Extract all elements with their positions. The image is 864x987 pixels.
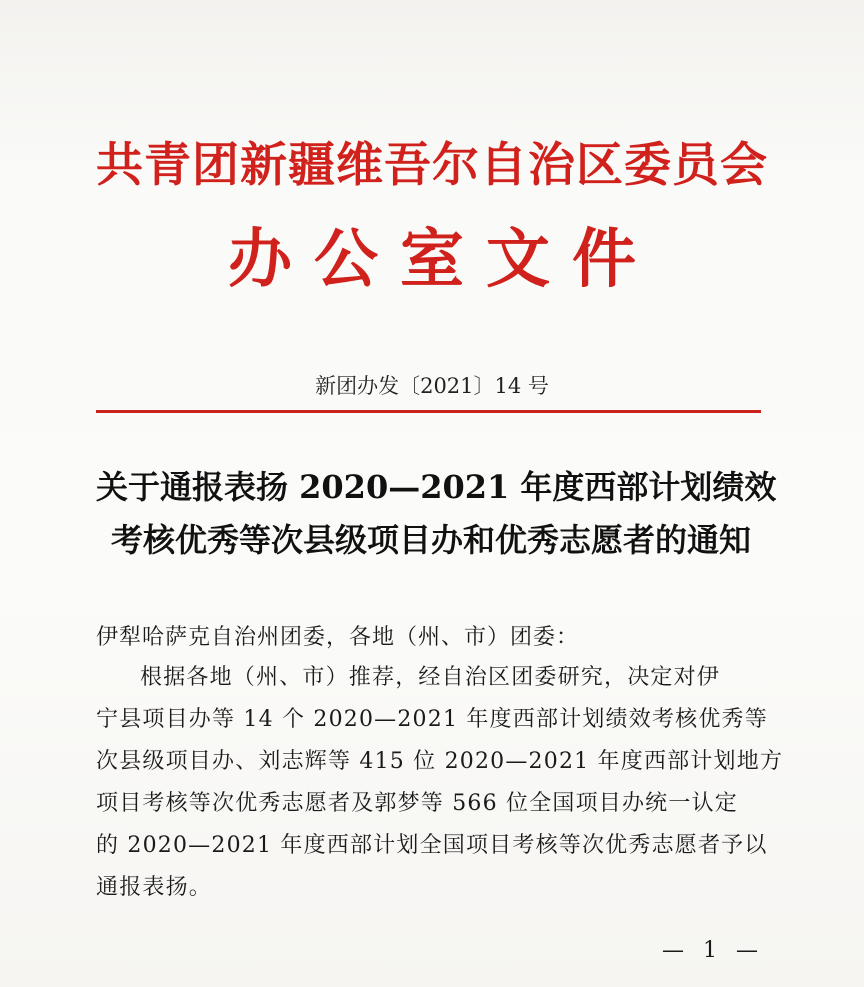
red-divider xyxy=(96,410,761,413)
body-line: 的 2020—2021 年度西部计划全国项目考核等次优秀志愿者予以 xyxy=(96,833,768,858)
office-document-header: 办公室文件 xyxy=(228,223,658,297)
body-line: 次县级项目办、刘志辉等 415 位 2020—2021 年度西部计划地方 xyxy=(96,749,784,774)
body-line: 根据各地（州、市）推荐，经自治区团委研究，决定对伊 xyxy=(140,665,721,690)
body-line: 项目考核等次优秀志愿者及郭梦等 566 位全国项目办统一认定 xyxy=(96,791,738,816)
issuer-header: 共青团新疆维吾尔自治区委员会 xyxy=(96,138,768,193)
document-title-line-2: 考核优秀等次县级项目办和优秀志愿者的通知 xyxy=(110,521,751,559)
document-title-line-1: 关于通报表扬 2020—2021 年度西部计划绩效 xyxy=(96,468,777,506)
body-line: 宁县项目办等 14 个 2020—2021 年度西部计划绩效考核优秀等 xyxy=(96,707,768,732)
document-number: 新团办发〔2021〕14 号 xyxy=(315,374,549,398)
page-number: — 1 — xyxy=(662,938,764,963)
salutation: 伊犁哈萨克自治州团委，各地（州、市）团委： xyxy=(96,625,580,650)
body-line: 通报表扬。 xyxy=(96,875,213,900)
